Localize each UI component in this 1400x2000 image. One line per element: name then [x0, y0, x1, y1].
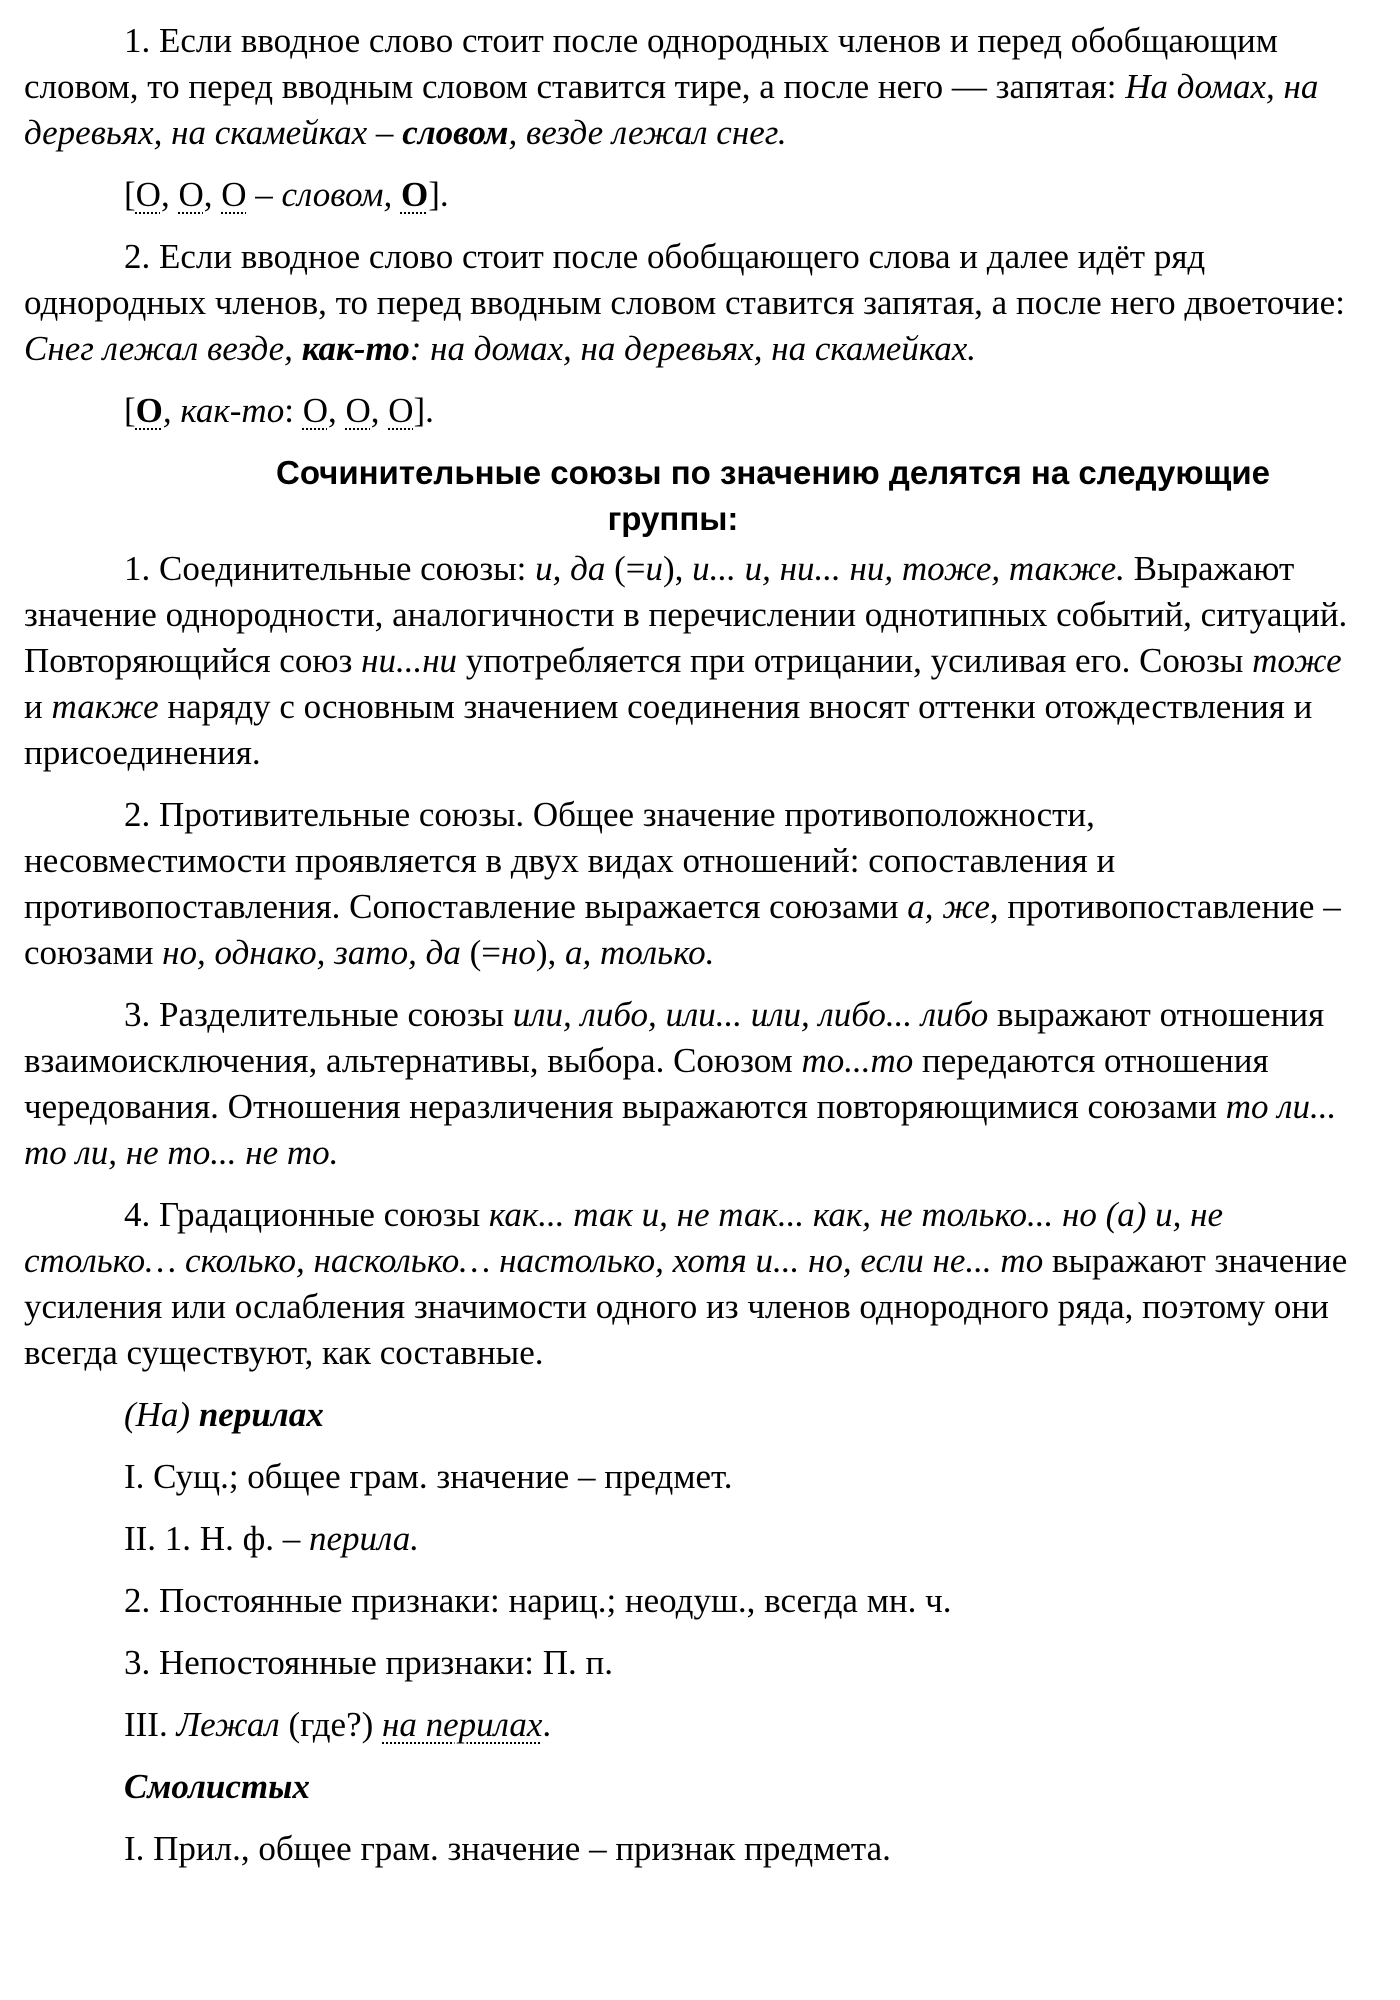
morph-1-line-1: I. Сущ.; общее грам. значение – предмет. — [124, 1457, 733, 1496]
morph-2-line-1: I. Прил., общее грам. значение – признак предмета. — [124, 1829, 891, 1868]
scheme-2: [О, как-то: О, О, О]. — [124, 391, 434, 430]
morph-1-line-4: 3. Непостоянные признаки: П. п. — [124, 1643, 613, 1682]
rule-2-example-bold: как-то — [301, 329, 410, 368]
scheme-1: [О, О, О – словом, О]. — [124, 175, 449, 214]
morph-1-line-3: 2. Постоянные признаки: нариц.; неодуш., всегда мн. ч. — [124, 1581, 952, 1620]
rule-1-paragraph: 1. Если вводное слово стоит после однородных членов и перед обобщающим словом, то перед вводным словом ставится тире, а после него — запятая: На домах, на деревьях, на скамейках – словом, везде лежал снег. — [24, 21, 1319, 152]
morph-1-line-2: II. 1. Н. ф. – перила. — [124, 1519, 419, 1558]
morph-2-title: Смолистых — [124, 1767, 310, 1806]
morph-1-line-5: III. Лежал (где?) на перилах. — [124, 1705, 552, 1744]
rule-2-paragraph: 2. Если вводное слово стоит после обобщающего слова и далее идёт ряд однородных членов, то перед вводным словом ставится запятая, а после него двоеточие: Снег лежал везде, как-то: на домах, на деревьях, на скамейках. — [24, 237, 1345, 368]
conjunction-group-4: 4. Градационные союзы как... так и, не так... как, не только... но (а) и, не столько… сколько, насколько… настолько, хотя и... но, если не... то выражают значение усиления или ослабления значимости одного из членов однородного ряда, поэтому они всегда существуют, как составные. — [24, 1195, 1348, 1372]
conjunction-group-2: 2. Противительные союзы. Общее значение противоположности, несовместимости проявляется в двух видах отношений: сопоставления и противопоставления. Сопоставление выражается союзами а, же, противопоставление – союзами но, однако, зато, да (=но), а, только. — [24, 795, 1341, 972]
rule-1-example: На домах, на деревьях, на скамейках – — [24, 67, 1319, 152]
section-heading: Сочинительные союзы по значению делятся на следующие группы: — [276, 454, 1270, 537]
morph-1-title: (На) перилах — [124, 1395, 324, 1434]
conjunction-group-1: 1. Соединительные союзы: и, да (=и), и... и, ни... ни, тоже, также. Выражают значение однородности, аналогичности в перечислении однотипных событий, ситуаций. Повторяющийся союз ни...ни употребляется при отрицании, усиливая его. Союзы тоже и также наряду с основным значением соединения вносят оттенки отождествления и присоединения. — [24, 549, 1348, 772]
conjunction-group-3: 3. Разделительные союзы или, либо, или... или, либо... либо выражают отношения взаимоисключения, альтернативы, выбора. Союзом то...то передаются отношения чередования. Отношения неразличения выражаются повторяющимися союзами то ли... то ли, не то... не то. — [24, 995, 1337, 1172]
rule-1-example-bold: словом — [402, 113, 509, 152]
